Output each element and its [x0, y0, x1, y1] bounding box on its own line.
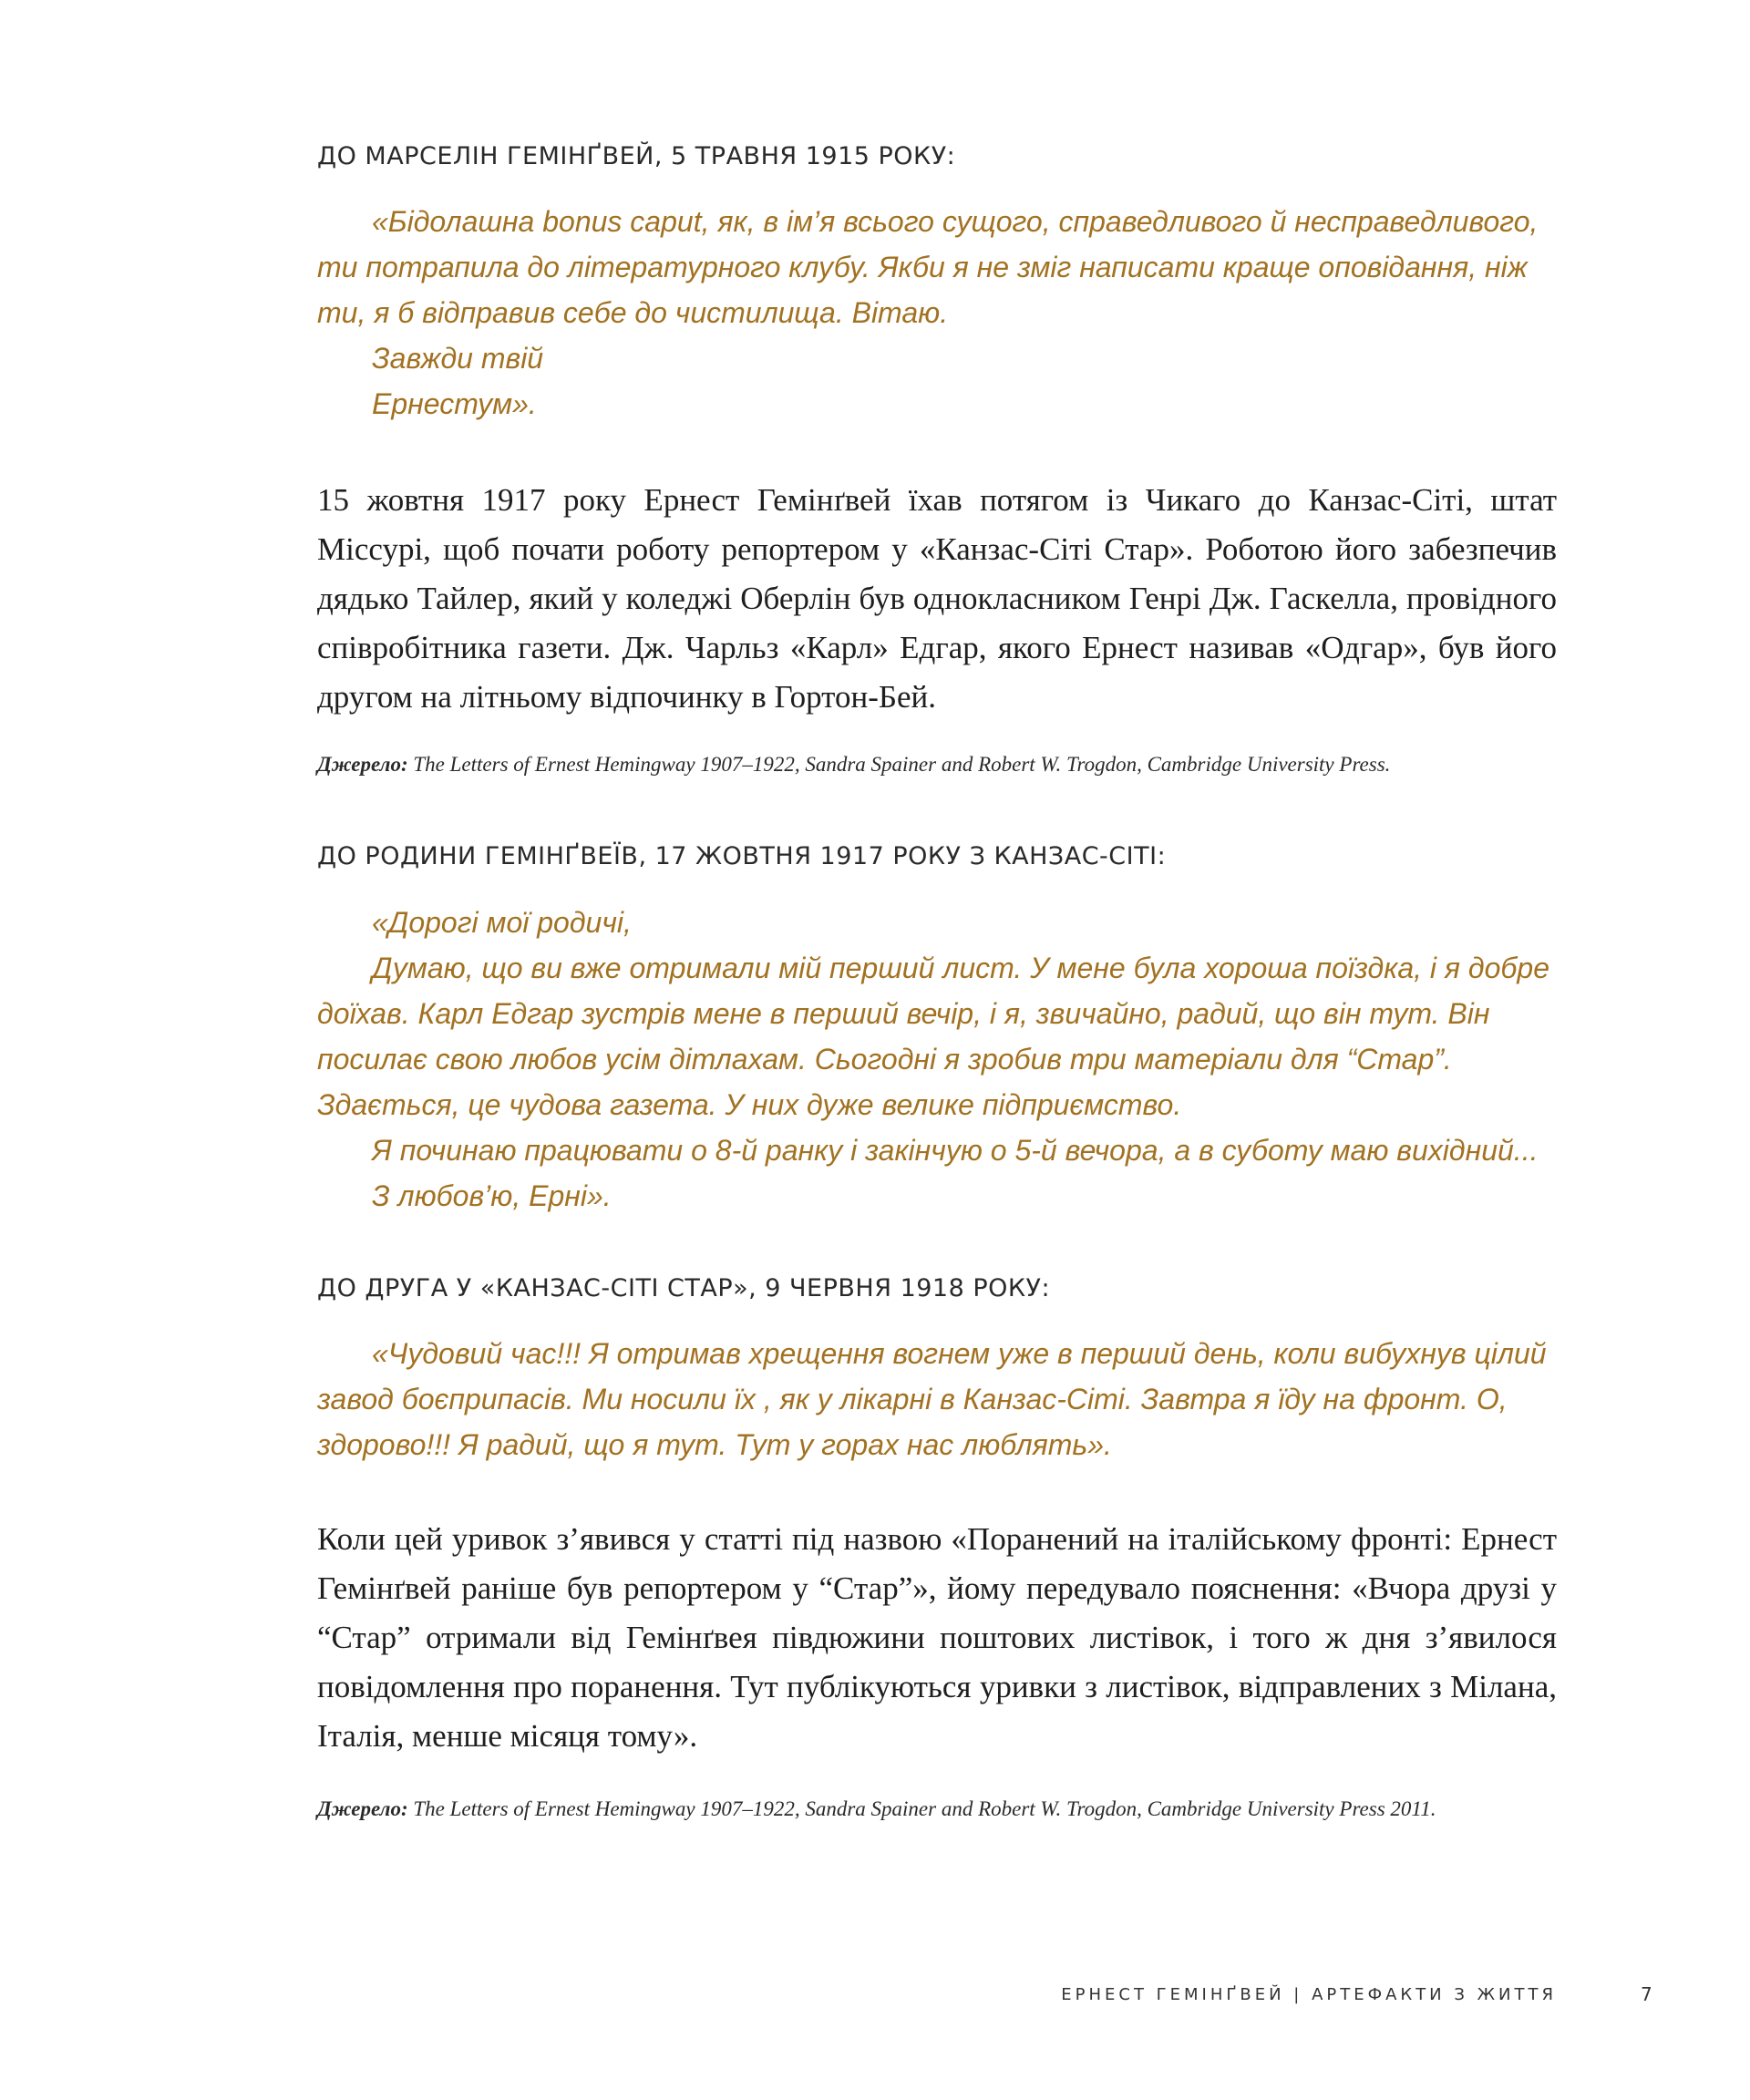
quote-line: «Дорогі мої родичі,	[372, 906, 632, 939]
quote-line: «Чудовий час!!! Я отримав хрещення вогнем уже в перший день, коли вибухнув цілий завод боєприпасів. Ми носили їх , як у лікарні в Канзас-Сіті. Завтра я їду на фронт. О, здорово!!! Я радий, що я тут. Тут у горах нас люблять».	[317, 1337, 1547, 1461]
quote-friend	[317, 1331, 1557, 1467]
section-heading-family: ДО РОДИНИ ГЕМІНҐВЕЇВ, 17 ЖОВТНЯ 1917 РОКУ З КАНЗАС-СІТІ:	[317, 842, 1167, 870]
source-label: Джерело:	[317, 1797, 408, 1820]
quote-family	[317, 900, 1557, 1219]
section-heading-marcelline: ДО МАРСЕЛІН ГЕМІНҐВЕЙ, 5 ТРАВНЯ 1915 РОКУ:	[317, 142, 956, 170]
source-text: The Letters of Ernest Hemingway 1907–1922, Sandra Spainer and Robert W. Trogdon, Cambridge University Press.	[407, 753, 1391, 776]
page-number: 7	[1641, 1983, 1652, 2005]
quote-line: Ернестум».	[372, 387, 537, 420]
body-paragraph-wounded: Коли цей уривок з’явився у статті під назвою «Поранений на італійському фронті: Ернест Гемінґвей раніше був репортером у “Стар”», йому передувало пояснення: «Вчора друзі у “Стар” отримали від Гемінґвея півдюжини поштових листівок, і того ж дня з’явилося повідомлення про поранення. Тут публікуються уривки з листівок, відправлених з Мілана, Італія, менше місяця тому».	[317, 1521, 1557, 1754]
source-citation	[317, 753, 1575, 777]
quote-line: З любов’ю, Ерні».	[372, 1179, 612, 1212]
body-paragraph-kansas-city: 15 жовтня 1917 року Ернест Гемінґвей їхав потягом із Чикаго до Канзас-Сіті, штат Міссурі, щоб почати роботу репортером у «Канзас-Сіті Стар». Роботою його забезпечив дядько Тайлер, який у коледжі Оберлін був однокласником Генрі Дж. Гаскелла, провідного співробітника газети. Дж. Чарльз «Карл» Едгар, якого Ернест називав «Одгар», був його другом на літньому відпочинку в Гортон-Бей.	[317, 482, 1557, 715]
quote-line: Я починаю працювати о 8-й ранку і закінчую о 5-й вечора, а в суботу маю вихідний...	[372, 1134, 1539, 1167]
quote-line: Завжди твій	[372, 342, 544, 375]
source-citation	[317, 1797, 1575, 1821]
quote-line: «Бідолашна bonus caput, як, в ім’я всього сущого, справедливого й несправедливого, ти потрапила до літературного клубу. Якби я не зміг написати краще оповідання, ніж ти, я б відправив себе до чистилища. Вітаю.	[317, 205, 1539, 329]
source-label: Джерело:	[317, 753, 408, 776]
section-heading-friend: ДО ДРУГА У «КАНЗАС-СІТІ СТАР», 9 ЧЕРВНЯ 1918 РОКУ:	[317, 1274, 1051, 1302]
quote-marcelline	[317, 199, 1557, 427]
quote-line: Думаю, що ви вже отримали мій перший лист. У мене була хороша поїздка, і я добре доїхав. Карл Едгар зустрів мене в перший вечір, і я, звичайно, радий, що він тут. Він посилає свою любов усім дітлахам. Сьогодні я зробив три матеріали для “Стар”. Здається, це чудова газета. У них дуже велике підприємство.	[317, 952, 1549, 1121]
source-text: The Letters of Ernest Hemingway 1907–1922, Sandra Spainer and Robert W. Trogdon, Cambridge University Press 2011.	[407, 1797, 1436, 1820]
running-footer-title: ЕРНЕСТ ГЕМІНҐВЕЙ | АРТЕФАКТИ З ЖИТТЯ	[1061, 1985, 1557, 2004]
